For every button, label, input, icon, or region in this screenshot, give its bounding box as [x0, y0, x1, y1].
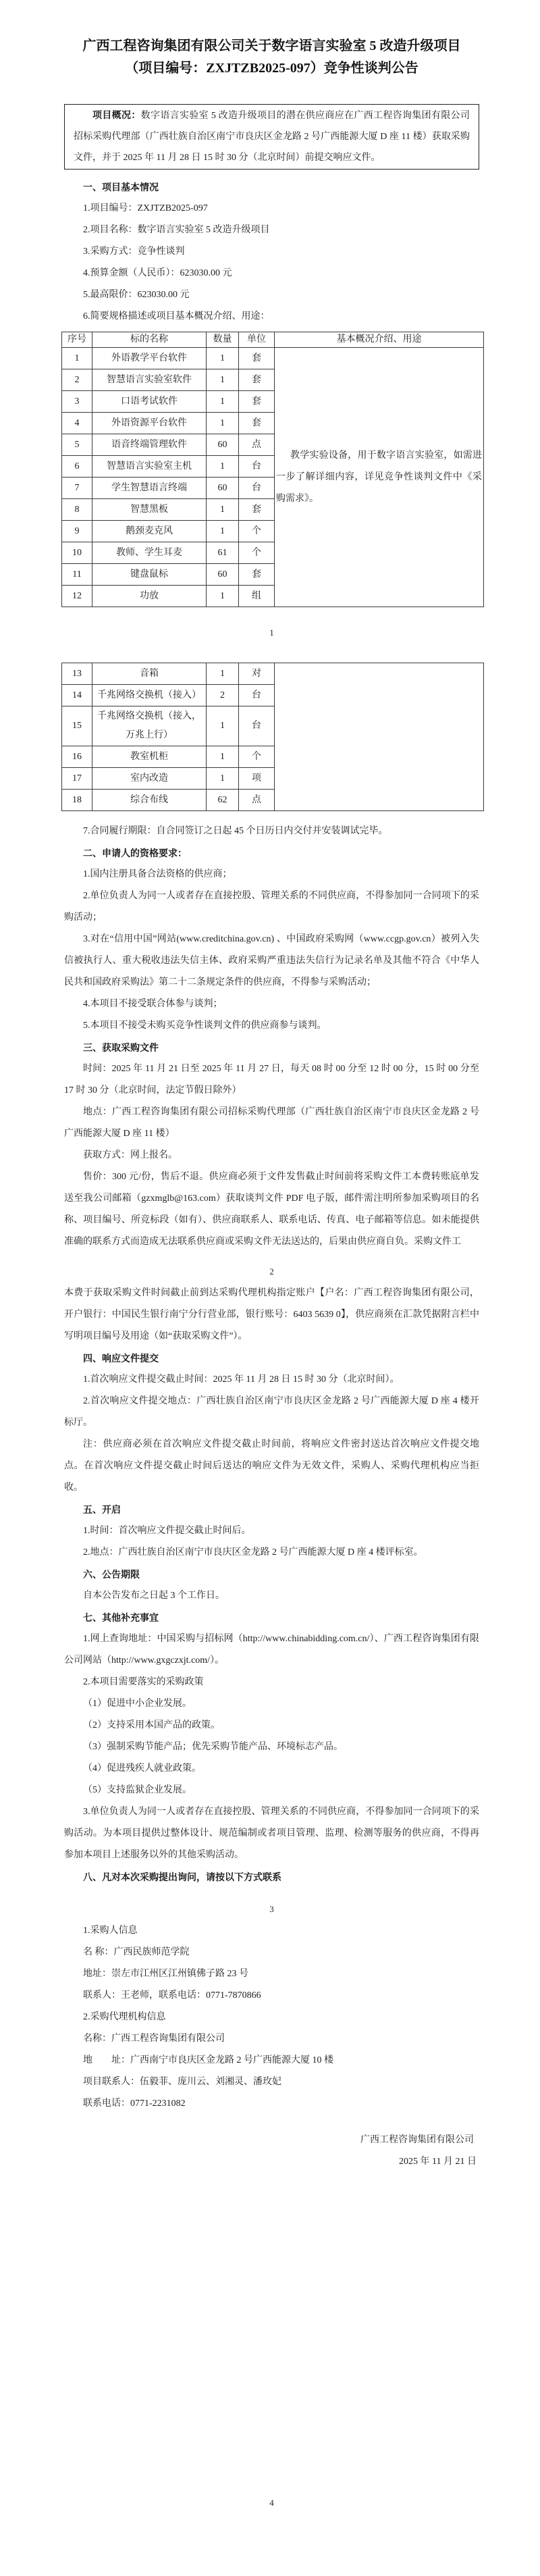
- table-cell: 1: [207, 348, 239, 369]
- table-cell: 9: [62, 521, 92, 542]
- table-cell: 1: [207, 768, 239, 790]
- table-cell: 2: [62, 369, 92, 391]
- paragraph: 2.采购代理机构信息: [83, 2012, 166, 2022]
- table-cell: 鹅颈麦克风: [92, 521, 207, 542]
- section-heading: 一、项目基本情况: [83, 182, 159, 192]
- paragraph: 联系人：王老师，联系电话：0771-7870866: [83, 1990, 261, 2001]
- paragraph: 4.预算金额（人民币）：623030.00 元: [83, 268, 232, 278]
- table-row: [62, 663, 484, 685]
- table-cell: 点: [239, 790, 275, 811]
- table-cell: 台: [239, 706, 275, 746]
- table-cell: 1: [207, 586, 239, 607]
- section-basic-info: [64, 176, 479, 328]
- table-cell: 组: [239, 586, 275, 607]
- table-cell: 62: [207, 790, 239, 811]
- table-cell: 点: [239, 434, 275, 456]
- paragraph: （4）促进残疾人就业政策。: [83, 1763, 201, 1774]
- signature-date: 2025 年 11 月 21 日: [399, 2157, 477, 2167]
- table-cell: 14: [62, 685, 92, 706]
- paragraph: 1.国内注册具备合法资格的供应商；: [83, 869, 232, 879]
- signature-company: 广西工程咨询集团有限公司: [360, 2135, 474, 2145]
- paragraph: 5.本项目不接受未购买竞争性谈判文件的供应商参与谈判。: [83, 1021, 327, 1031]
- section-heading: 四、响应文件提交: [83, 1353, 159, 1364]
- paragraph: 名 称：广西民族师范学院: [83, 1947, 190, 1957]
- paragraph: 1.网上查询地址：中国采购与招标网（http://www.chinabidding.com.cn/）、广西工程咨询集团有限公司网站（http://www.gxgczxjt.com/）。: [64, 1634, 479, 1666]
- page-number-2: 2: [269, 1266, 274, 1277]
- table-cell: 功放: [92, 586, 207, 607]
- paragraph: 2.本项目需要落实的采购政策: [83, 1677, 204, 1687]
- table-cell: 3: [62, 391, 92, 413]
- section-heading: 六、公告期限: [83, 1569, 140, 1580]
- table-cell: 台: [239, 685, 275, 706]
- table-cell: 智慧语言实验室软件: [92, 369, 207, 391]
- page-number-1: 1: [269, 627, 274, 638]
- table-cell: 16: [62, 746, 92, 768]
- table-cell: 61: [207, 542, 239, 564]
- table-cell: 13: [62, 663, 92, 685]
- paragraph: 2.单位负责人为同一人或者存在直接控股、管理关系的不同供应商，不得参加同一合同项下的采购活动；: [64, 891, 479, 923]
- section-heading: 二、申请人的资格要求：: [83, 848, 187, 858]
- table-cell: 1: [207, 663, 239, 685]
- table-cell: 个: [239, 542, 275, 564]
- table-cell: 1: [207, 369, 239, 391]
- table-cell: 1: [207, 499, 239, 521]
- section-heading: 三、获取采购文件: [83, 1042, 159, 1053]
- paragraph: 2.地点：广西壮族自治区南宁市良庆区金龙路 2 号广西能源大厦 D 座 4 楼评标室。: [83, 1547, 423, 1557]
- table-cell: 台: [239, 478, 275, 499]
- table-cell: 15: [62, 706, 92, 746]
- section-heading: 八、凡对本次采购提出询问，请按以下方式联系: [83, 1872, 281, 1882]
- table-cell: 千兆网络交换机（接入，万兆上行）: [92, 706, 207, 746]
- table-cell: 个: [239, 746, 275, 768]
- table-cell: 智慧黑板: [92, 499, 207, 521]
- table-cell: 套: [239, 413, 275, 434]
- table-cell: 键盘鼠标: [92, 564, 207, 586]
- paragraph: 1.时间：首次响应文件提交截止时间后。: [83, 1526, 251, 1536]
- table-cell: 台: [239, 456, 275, 478]
- table-cell: 6: [62, 456, 92, 478]
- paragraph: （2）支持采用本国产品的政策。: [83, 1720, 220, 1730]
- paragraph: 3.采购方式：竞争性谈判: [83, 247, 185, 257]
- column-header-index: 序号: [62, 332, 92, 348]
- table-cell: 套: [239, 391, 275, 413]
- paragraph: 地点：广西工程咨询集团有限公司招标采购代理部（广西壮族自治区南宁市良庆区金龙路 2 号广西能源大厦 D 座 11 楼）: [64, 1107, 479, 1139]
- section-heading: 五、开启: [83, 1504, 121, 1515]
- table-cell: 8: [62, 499, 92, 521]
- table-cell: 60: [207, 434, 239, 456]
- paragraph: 7.合同履行期限：自合同签订之日起 45 个日历日内交付并安装调试完毕。: [83, 826, 388, 836]
- table-cell: 1: [207, 521, 239, 542]
- table-cell: 4: [62, 413, 92, 434]
- table-cell: 60: [207, 564, 239, 586]
- table-cell: 套: [239, 499, 275, 521]
- table-note-text: 教学实验设备，用于数字语言实验室，如需进一步了解详细内容，详见竞争性谈判文件中《采购需求》。: [276, 450, 482, 504]
- paragraph: 2.项目名称：数字语言实验室 5 改造升级项目: [83, 225, 270, 235]
- table-cell: 教室机柜: [92, 746, 207, 768]
- project-overview-box: [64, 104, 479, 170]
- document: [0, 35, 540, 2576]
- table-empty-cell: [275, 663, 484, 811]
- column-header-unit: 单位: [239, 332, 275, 348]
- table-cell: 项: [239, 768, 275, 790]
- table-cell: 对: [239, 663, 275, 685]
- paragraph: 地 址：广西南宁市良庆区金龙路 2 号广西能源大厦 10 楼: [83, 2055, 333, 2065]
- paragraph: （3）强制采购节能产品；优先采购节能产品、环境标志产品。: [83, 1742, 343, 1752]
- table-cell: 2: [207, 685, 239, 706]
- table-cell: 外语资源平台软件: [92, 413, 207, 434]
- table-cell: 学生智慧语言终端: [92, 478, 207, 499]
- title-line-1: 广西工程咨询集团有限公司关于数字语言实验室 5 改造升级项目: [82, 38, 461, 53]
- section-heading: 七、其他补充事宜: [83, 1612, 159, 1623]
- signature-block: [64, 2130, 479, 2173]
- paragraph: 1.采购人信息: [83, 1926, 138, 1936]
- table-cell: 口语考试软件: [92, 391, 207, 413]
- paragraph: 2.首次响应文件提交地点：广西壮族自治区南宁市良庆区金龙路 2 号广西能源大厦 D 座 4 楼开标厅。: [64, 1396, 479, 1428]
- table-cell: 外语教学平台软件: [92, 348, 207, 369]
- items-table-page1: [61, 332, 484, 607]
- items-table-page2: [61, 663, 484, 811]
- paragraph: 联系电话：0771-2231082: [83, 2098, 186, 2109]
- paragraph: 6.简要规格描述或项目基本概况介绍、用途：: [83, 311, 270, 321]
- table-cell: 套: [239, 348, 275, 369]
- project-overview-label: 项目概况：: [92, 111, 141, 121]
- table-cell: 1: [207, 391, 239, 413]
- paragraph: 1.首次响应文件提交截止时间：2025 年 11 月 28 日 15 时 30 分（北京时间）。: [83, 1374, 400, 1385]
- table-cell: 1: [207, 746, 239, 768]
- paragraph: 地址：崇左市江州区江州镇佛子路 23 号: [83, 1969, 248, 1979]
- table-cell: 1: [207, 456, 239, 478]
- table-cell: 语音终端管理软件: [92, 434, 207, 456]
- table-cell: 10: [62, 542, 92, 564]
- title-line-2: （项目编号：ZXJTZB2025-097）竞争性谈判公告: [125, 61, 418, 76]
- table-cell: 17: [62, 768, 92, 790]
- paragraph: 4.本项目不接受联合体参与谈判；: [83, 999, 223, 1009]
- table-cell: 18: [62, 790, 92, 811]
- project-overview-text: 数字语言实验室 5 改造升级项目的潜在供应商应在广西工程咨询集团有限公司招标采购代理部（广西壮族自治区南宁市良庆区金龙路 2 号广西能源大厦 D 座 11 楼）获取采购文件，并于 2025 年 11 月 28 日 15 时 30 分（北京时间）前提交响应文件。: [74, 111, 470, 163]
- column-header-quantity: 数量: [207, 332, 239, 348]
- table-cell: 千兆网络交换机（接入）: [92, 685, 207, 706]
- table-cell: 7: [62, 478, 92, 499]
- page4-body: [64, 1920, 479, 2115]
- paragraph: 注：供应商必须在首次响应文件提交截止时间前，将响应文件密封送达首次响应文件提交地点。在首次响应文件提交截止时间后送达的响应文件为无效文件，采购人、采购代理机构应当拒收。: [64, 1439, 479, 1493]
- column-header-item-name: 标的名称: [92, 332, 207, 348]
- table-cell: 综合布线: [92, 790, 207, 811]
- table-cell: 音箱: [92, 663, 207, 685]
- table-cell: 室内改造: [92, 768, 207, 790]
- page3-body: [64, 1283, 479, 1888]
- paragraph: 售价：300 元/份，售后不退。供应商必须于文件发售截止时间前将采购文件工本费转账底单发送至我公司邮箱（gzxmglb@163.com）获取谈判文件 PDF 电子版，邮件需注明所参加采购项目的名称、项目编号、所竞标段（如有）、供应商联系人、联系电话、传真、电子邮箱等信息。如未能提供准确的联系方式而造成无法联系供应商或采购文件无法送达的，后果由供应商自负。采购文件工: [64, 1172, 479, 1247]
- paragraph: （1）促进中小企业发展。: [83, 1699, 192, 1709]
- page-number-4: 4: [269, 2498, 274, 2508]
- paragraph: 项目联系人：伍毅菲、庞川云、刘湘灵、潘玫妃: [83, 2077, 281, 2087]
- paragraph: 本费于获取采购文件时间截止前到达采购代理机构指定账户【户名：广西工程咨询集团有限公司，开户银行：中国民生银行南宁分行营业部，银行账号：6403 5639 0】，供应商须在汇款凭据附言栏中写明项目编号及用途（如“获取采购文件”）。: [64, 1288, 479, 1341]
- paragraph: 3.单位负责人为同一人或者存在直接控股、管理关系的不同供应商，不得参加同一合同项下的采购活动。为本项目提供过整体设计、规范编制或者项目管理、监理、检测等服务的供应商，不得再参加本项目上述服务以外的其他采购活动。: [64, 1807, 479, 1860]
- page-number-3: 3: [269, 1904, 274, 1914]
- paragraph: 名称：广西工程咨询集团有限公司: [83, 2034, 225, 2044]
- table-cell: 教师、学生耳麦: [92, 542, 207, 564]
- page2-body: [64, 821, 479, 1253]
- table-cell: 智慧语言实验室主机: [92, 456, 207, 478]
- paragraph: （5）支持监狱企业发展。: [83, 1785, 192, 1795]
- paragraph: 自本公告发布之日起 3 个工作日。: [83, 1591, 225, 1601]
- paragraph: 3.对在“信用中国”网站(www.creditchina.gov.cn) 、中国政府采购网（www.ccgp.gov.cn）被列入失信被执行人、重大税收违法失信主体、政府采购严重违法失信行为记录名单及其他不符合《中华人民共和国政府采购法》第二十二条规定条件的供应商，不得参与采购活动；: [64, 934, 479, 987]
- paragraph: 获取方式：网上报名。: [83, 1150, 178, 1160]
- table-cell: 12: [62, 586, 92, 607]
- table-cell: 1: [207, 413, 239, 434]
- column-header-description: 基本概况介绍、用途: [275, 332, 484, 348]
- table-cell: 个: [239, 521, 275, 542]
- table-cell: 1: [62, 348, 92, 369]
- table-row: [62, 348, 484, 369]
- table-cell: 1: [207, 706, 239, 746]
- paragraph: 1.项目编号：ZXJTZB2025-097: [83, 203, 208, 213]
- document-title: [64, 35, 479, 80]
- table-cell: 60: [207, 478, 239, 499]
- paragraph: 5.最高限价：623030.00 元: [83, 290, 190, 300]
- table-cell: 11: [62, 564, 92, 586]
- table-note-cell: [275, 348, 484, 607]
- project-overview-paragraph: [74, 105, 470, 168]
- paragraph: 时间：2025 年 11 月 21 日至 2025 年 11 月 27 日，每天 08 时 00 分至 12 时 00 分，15 时 00 分至 17 时 30 分（北京时间，法定节假日除外）: [64, 1064, 479, 1096]
- table-header-row: [62, 332, 484, 348]
- table-cell: 套: [239, 564, 275, 586]
- table-cell: 5: [62, 434, 92, 456]
- table-cell: 套: [239, 369, 275, 391]
